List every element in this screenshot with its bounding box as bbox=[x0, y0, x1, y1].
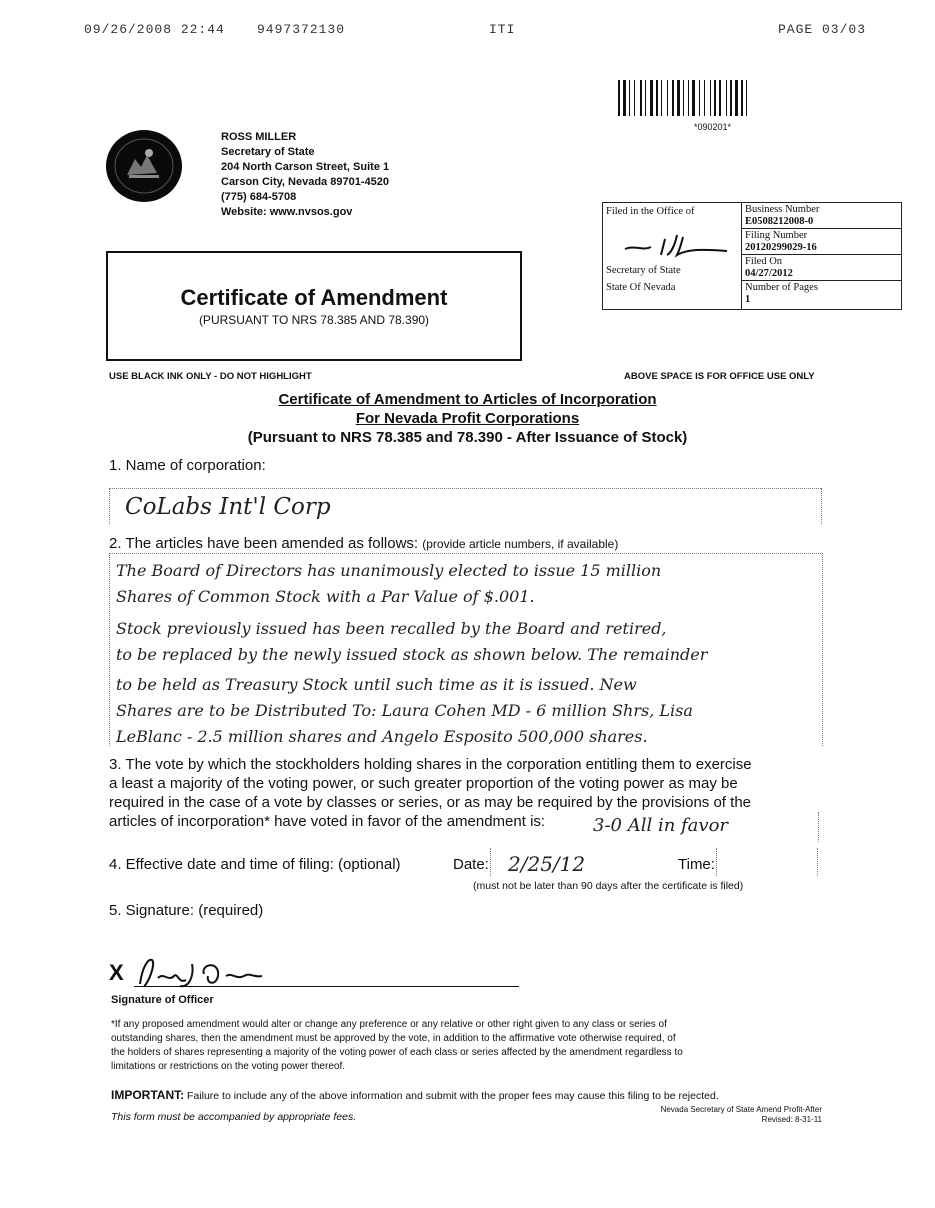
form-footer bbox=[560, 1105, 822, 1125]
important-note bbox=[111, 1088, 719, 1102]
certificate-title: Certificate of Amendment bbox=[180, 285, 448, 310]
item3-line: a least a majority of the voting power, or such greater proportion of the voting power as may be bbox=[109, 775, 738, 792]
office-address2: Carson City, Nevada 89701-4520 bbox=[221, 176, 389, 188]
form-title-line1: Certificate of Amendment to Articles of Incorporation bbox=[278, 391, 657, 408]
fax-sender: ITI bbox=[489, 22, 516, 37]
business-number-label: Business Number bbox=[745, 204, 820, 215]
filed-on-label: Filed On bbox=[745, 256, 783, 267]
amendment-text bbox=[116, 558, 707, 750]
amendment-line: to be replaced by the newly issued stock as shown below. The remainder bbox=[116, 645, 708, 664]
filed-left bbox=[603, 203, 742, 309]
fax-page: PAGE 03/03 bbox=[778, 22, 867, 37]
office-address1: 204 North Carson Street, Suite 1 bbox=[221, 161, 390, 173]
filed-right bbox=[742, 203, 901, 309]
item4-label: 4. Effective date and time of filing: (optional) bbox=[109, 856, 401, 873]
office-website: Website: www.nvsos.gov bbox=[221, 206, 353, 218]
time-field[interactable] bbox=[716, 848, 818, 876]
barcode bbox=[616, 80, 820, 121]
business-number-cell bbox=[742, 203, 901, 229]
amendment-line: LeBlanc - 2.5 million shares and Angelo Esposito 500,000 shares. bbox=[116, 727, 648, 746]
amendment-line: to be held as Treasury Stock until such time as it is issued. New bbox=[116, 675, 637, 694]
date-value: 2/25/12 bbox=[508, 852, 586, 876]
item2-hint: (provide article numbers, if available) bbox=[422, 537, 619, 551]
footnote bbox=[111, 1018, 831, 1074]
office-phone: (775) 684-5708 bbox=[221, 191, 297, 203]
fax-phone: 9497372130 bbox=[257, 22, 346, 37]
important-text: Failure to include any of the above information and submit with the proper fees may cause this filing to be rejected. bbox=[187, 1090, 719, 1102]
pages-value: 1 bbox=[745, 294, 751, 305]
filed-on-cell bbox=[742, 255, 901, 281]
office-title: Secretary of State bbox=[221, 146, 315, 158]
vote-value: 3-0 All in favor bbox=[593, 815, 729, 836]
item3-line: required in the case of a vote by classes or series, or as may be required by the provisions of the bbox=[109, 794, 751, 811]
amendment-line: Shares are to be Distributed To: Laura Cohen MD - 6 million Shrs, Lisa bbox=[116, 701, 693, 720]
barcode-number: *090201* bbox=[694, 122, 732, 132]
footnote-line: outstanding shares, then the amendment must be approved by the vote, in addition to the affirmative vote otherwise required, of bbox=[111, 1033, 676, 1044]
officer-signature-icon bbox=[134, 954, 334, 995]
title-box bbox=[106, 251, 522, 361]
form-title-line2: For Nevada Profit Corporations bbox=[355, 410, 580, 427]
form-name: Nevada Secretary of State Amend Profit-After bbox=[660, 1105, 822, 1114]
amendment-line: The Board of Directors has unanimously elected to issue 15 million bbox=[116, 561, 662, 580]
time-label: Time: bbox=[678, 856, 715, 873]
footnote-line: *If any proposed amendment would alter or change any preference or any relative or other right given to any class or series of bbox=[111, 1019, 667, 1030]
footnote-line: the holders of shares representing a majority of the voting power of each class or series affected by the amendment regardless to bbox=[111, 1047, 683, 1058]
filed-in-label: Filed in the Office of bbox=[606, 206, 695, 217]
x-mark: X bbox=[109, 960, 124, 985]
secretary-signature-icon bbox=[617, 227, 735, 259]
amendment-line: Shares of Common Stock with a Par Value of $.001. bbox=[116, 587, 535, 606]
filing-number-cell bbox=[742, 229, 901, 255]
form-title-line3: (Pursuant to NRS 78.385 and 78.390 - After Issuance of Stock) bbox=[247, 429, 688, 446]
pages-label: Number of Pages bbox=[745, 282, 818, 293]
office-info bbox=[221, 130, 389, 220]
form-title bbox=[0, 390, 935, 447]
fax-datetime: 09/26/2008 22:44 bbox=[84, 22, 225, 37]
item3-line: 3. The vote by which the stockholders holding shares in the corporation entitling them to exercise bbox=[109, 756, 752, 773]
item1-label: 1. Name of corporation: bbox=[109, 457, 266, 474]
filed-on: 04/27/2012 bbox=[745, 268, 793, 279]
filed-box bbox=[602, 202, 902, 310]
office-name: ROSS MILLER bbox=[221, 131, 297, 143]
amendment-line: Stock previously issued has been recalled by the Board and retired, bbox=[116, 619, 667, 638]
office-use-note: ABOVE SPACE IS FOR OFFICE USE ONLY bbox=[624, 371, 815, 382]
secretary-label: Secretary of State bbox=[606, 265, 681, 276]
signature-line bbox=[134, 986, 519, 987]
item5-label: 5. Signature: (required) bbox=[109, 902, 264, 919]
business-number: E0508212008-0 bbox=[745, 216, 814, 227]
barcode-image bbox=[616, 80, 820, 116]
footnote-line: limitations or restrictions on the voting power thereof. bbox=[111, 1061, 345, 1072]
date-note: (must not be later than 90 days after the certificate is filed) bbox=[473, 880, 744, 892]
important-label: IMPORTANT: bbox=[111, 1088, 185, 1102]
pages-cell bbox=[742, 281, 901, 307]
corporation-name: CoLabs Int'l Corp bbox=[125, 494, 331, 520]
item2-label bbox=[109, 535, 618, 552]
date-label: Date: bbox=[453, 856, 489, 873]
ink-note: USE BLACK INK ONLY - DO NOT HIGHLIGHT bbox=[109, 371, 312, 382]
nevada-seal-icon bbox=[105, 129, 183, 208]
signature-label: Signature of Officer bbox=[111, 994, 214, 1006]
item2-label-text: 2. The articles have been amended as follows: bbox=[109, 535, 419, 552]
state-label: State Of Nevada bbox=[606, 282, 676, 293]
filing-number: 20120299029-16 bbox=[745, 242, 817, 253]
fees-note: This form must be accompanied by appropriate fees. bbox=[111, 1111, 357, 1123]
item3-line: articles of incorporation* have voted in favor of the amendment is: bbox=[109, 813, 546, 830]
filing-number-label: Filing Number bbox=[745, 230, 808, 241]
certificate-subtitle: (PURSUANT TO NRS 78.385 AND 78.390) bbox=[198, 313, 430, 327]
revised-date: Revised: 8-31-11 bbox=[761, 1115, 822, 1124]
